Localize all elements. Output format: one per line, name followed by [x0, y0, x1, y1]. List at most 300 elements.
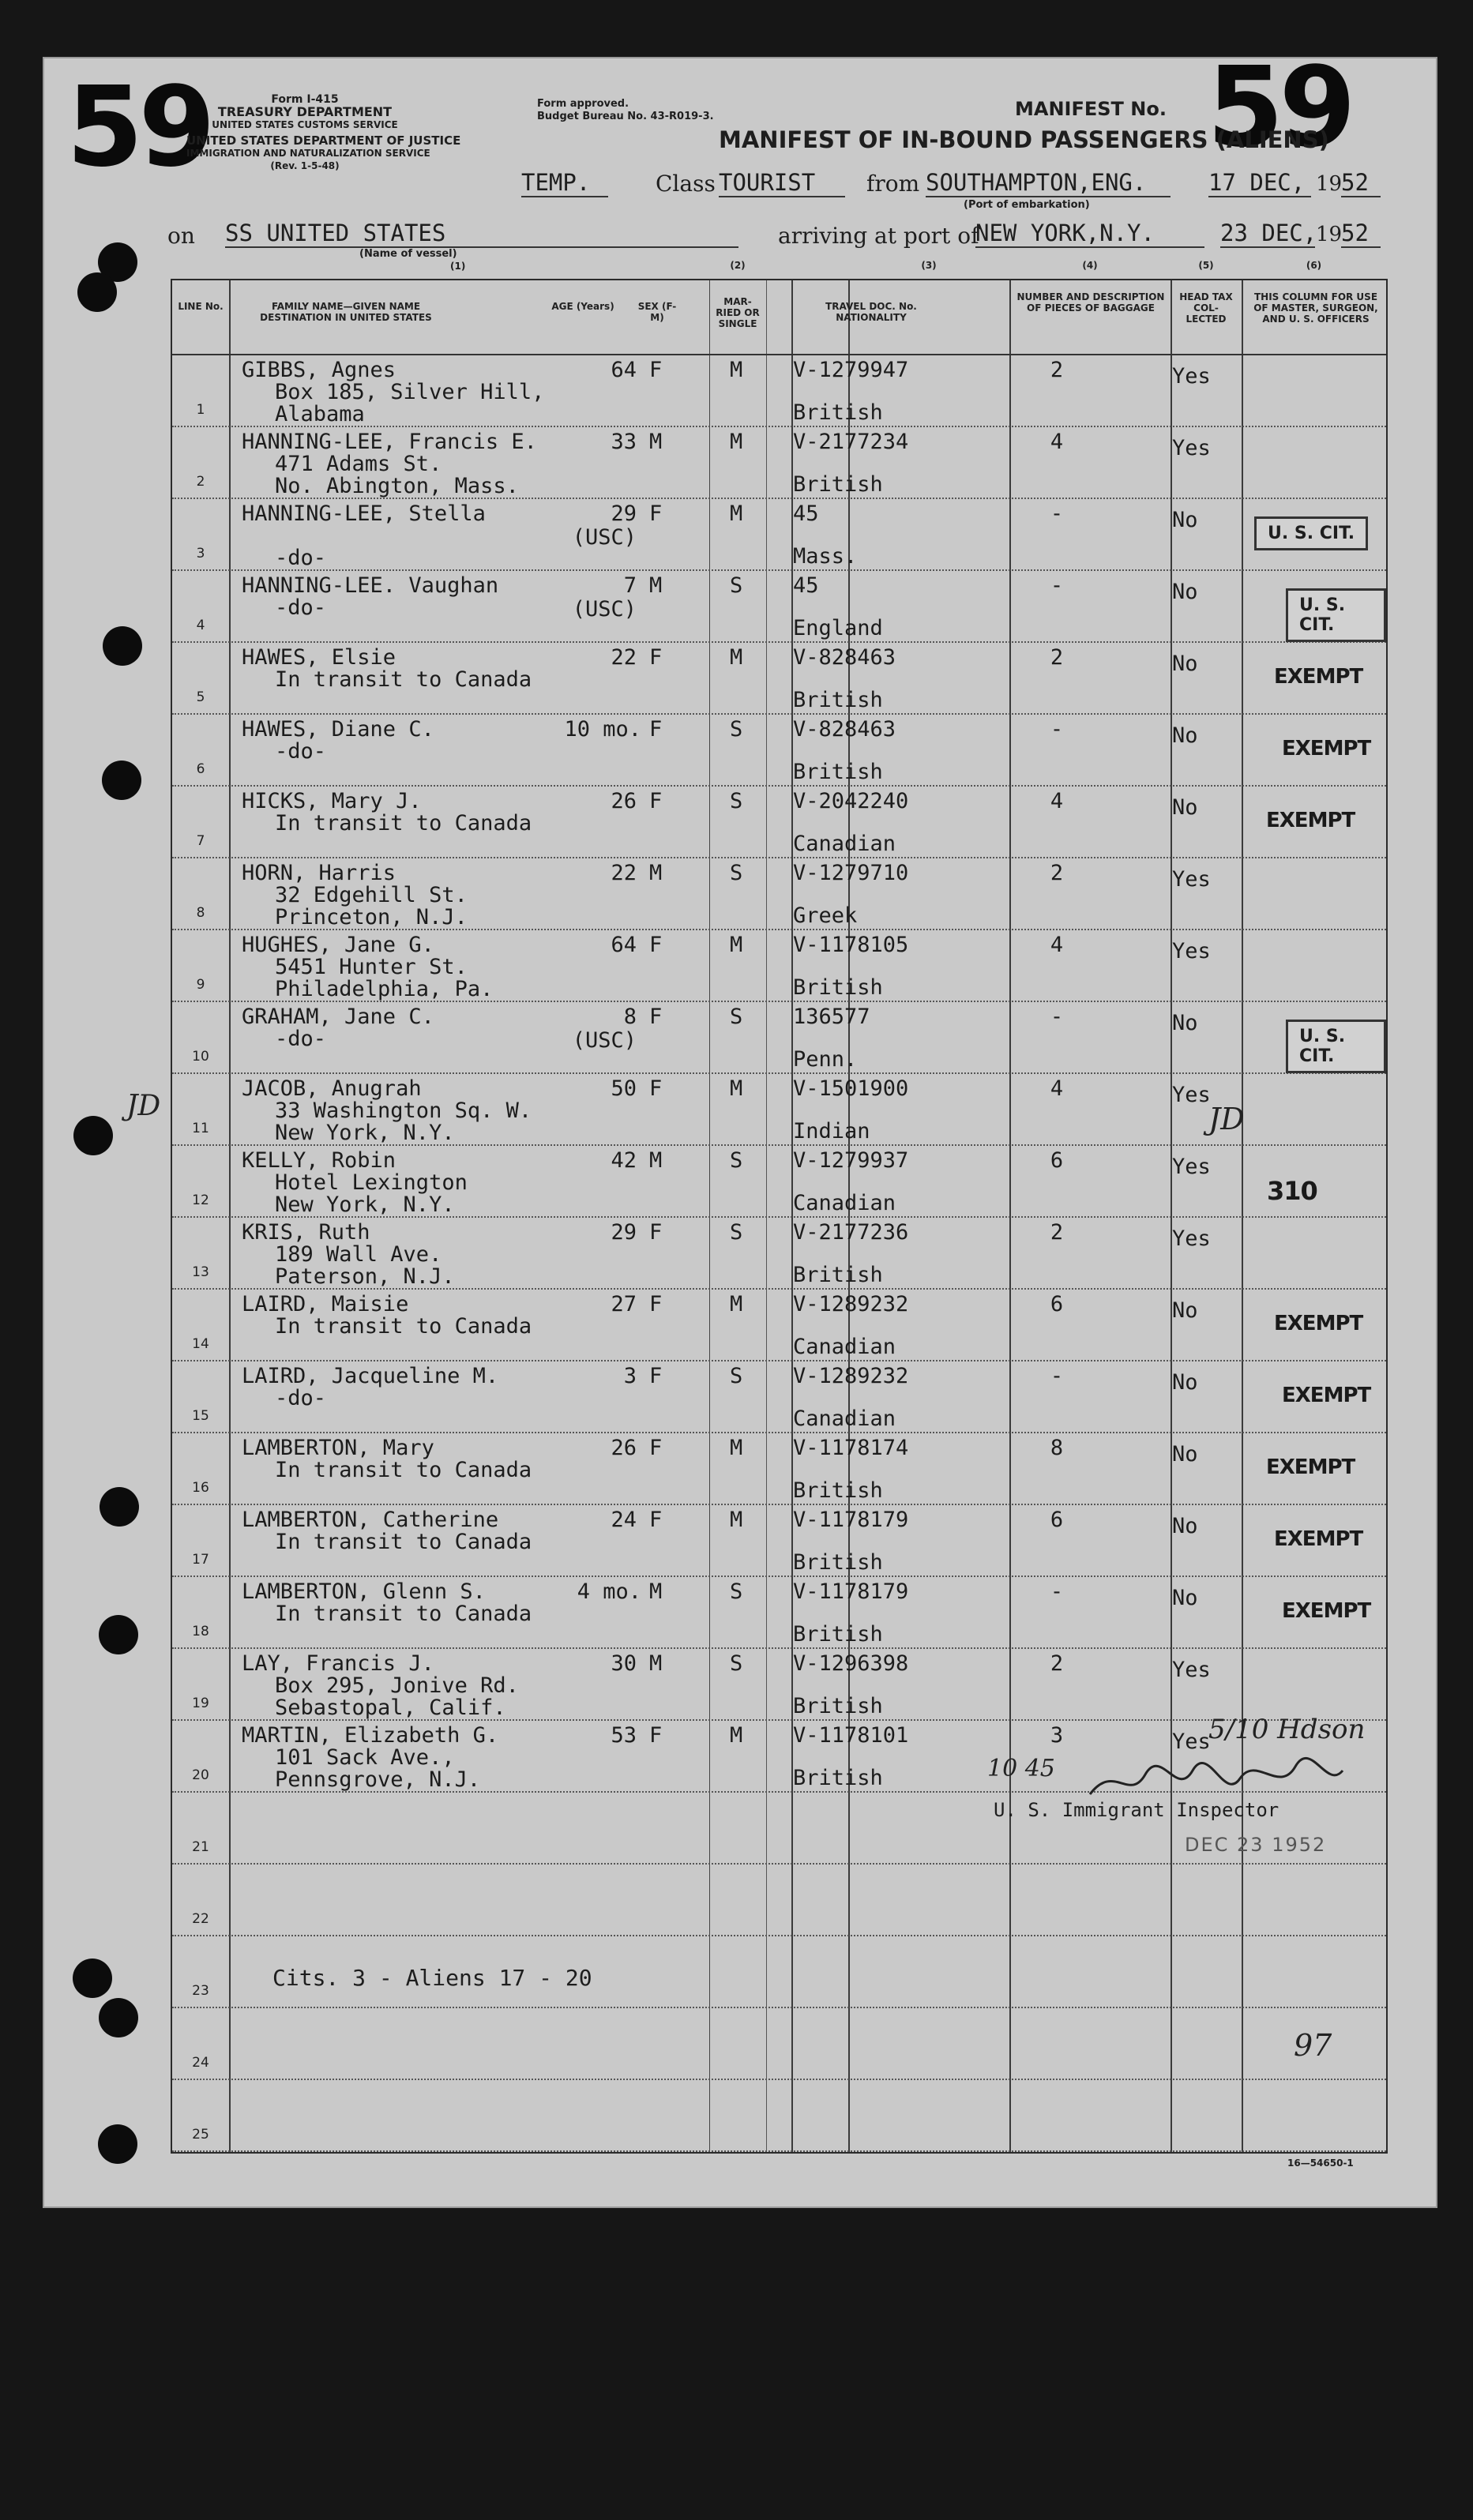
arrival-port-field: NEW YORK,N.Y. — [975, 220, 1204, 248]
age-cell: 22 — [611, 861, 637, 885]
handwritten-note: 5/10 Hdson — [1208, 1714, 1366, 1745]
year-prefix-2: 19 — [1316, 223, 1343, 246]
baggage-cell: 2 — [1050, 645, 1064, 670]
row-divider — [172, 2079, 1386, 2080]
exempt-stamp: EXEMPT — [1274, 1312, 1363, 1335]
head-tax-cell: Yes — [1172, 436, 1211, 460]
sex-cell: F — [649, 645, 663, 670]
travel-doc-cell: V-2177234 — [793, 430, 909, 454]
row-divider — [172, 857, 1386, 858]
year-prefix: 19 — [1316, 172, 1343, 196]
passenger-name-line: HAWES, Elsie — [242, 645, 396, 670]
passenger-name-line: 189 Wall Ave. — [275, 1242, 442, 1267]
travel-doc-cell: V-1289232 — [793, 1292, 909, 1316]
marital-cell: M — [730, 1292, 743, 1316]
row-divider — [172, 1575, 1386, 1577]
travel-doc-cell: V-1296398 — [793, 1651, 909, 1676]
travel-doc-cell: V-828463 — [793, 645, 896, 670]
passenger-name-line: In transit to Canada — [275, 1458, 532, 1482]
baggage-cell: 6 — [1050, 1508, 1064, 1532]
baggage-cell: 3 — [1050, 1723, 1064, 1748]
sex-cell: F — [649, 1005, 663, 1029]
row-number: 12 — [192, 1192, 209, 1208]
punch-hole — [102, 761, 141, 800]
col-head-tax: HEAD TAX COL- LECTED — [1179, 291, 1233, 325]
nationality-cell: British — [793, 760, 883, 784]
exempt-stamp: EXEMPT — [1266, 809, 1355, 832]
travel-doc-cell: V-2177236 — [793, 1220, 909, 1245]
row-number: 19 — [192, 1696, 209, 1711]
age-cell: 53 — [611, 1723, 637, 1748]
passenger-name-line: KRIS, Ruth — [242, 1220, 370, 1245]
marital-cell: M — [730, 645, 743, 670]
manifest-no-label: MANIFEST No. — [1015, 98, 1167, 120]
sex-cell: F — [649, 1076, 663, 1101]
head-tax-cell: No — [1172, 1011, 1198, 1035]
row-number: 4 — [196, 618, 205, 633]
passenger-name-line: Pennsgrove, N.J. — [275, 1767, 481, 1792]
nationality-cell: Canadian — [793, 832, 896, 856]
us-citizen-stamp: U. S. CIT. — [1286, 1020, 1386, 1073]
marital-cell: M — [730, 1508, 743, 1532]
budget-bureau: Budget Bureau No. 43-R019-3. — [537, 111, 714, 122]
exempt-stamp: EXEMPT — [1282, 737, 1371, 761]
head-tax-cell: Yes — [1172, 1155, 1211, 1179]
baggage-cell: 4 — [1050, 789, 1064, 813]
marital-cell: M — [730, 358, 743, 382]
customs-service: UNITED STATES CUSTOMS SERVICE — [212, 119, 398, 130]
baggage-cell: - — [1050, 1579, 1064, 1604]
row-number: 7 — [196, 833, 205, 849]
arriving-label: arriving at port of — [778, 223, 979, 249]
head-tax-cell: Yes — [1172, 867, 1211, 892]
age-cell: 26 — [611, 789, 637, 813]
marital-cell: S — [730, 1364, 743, 1388]
marital-cell: S — [730, 1005, 743, 1029]
baggage-cell: 2 — [1050, 358, 1064, 382]
jd-mark-right: JD — [1208, 1102, 1245, 1136]
sex-cell: F — [649, 1364, 663, 1388]
row-divider — [172, 1072, 1386, 1074]
baggage-cell: 2 — [1050, 1651, 1064, 1676]
passenger-name-line: HAWES, Diane C. — [242, 717, 434, 742]
form-revision: (Rev. 1-5-48) — [270, 160, 340, 171]
nationality-cell: British — [793, 1478, 883, 1503]
col-master-use: THIS COLUMN FOR USE OF MASTER, SURGEON, AND U. S. OFFICERS — [1253, 291, 1378, 325]
marital-cell: S — [730, 717, 743, 742]
row-number: 5 — [196, 689, 205, 705]
sex-cell: F — [649, 358, 663, 382]
passenger-name-line: In transit to Canada — [275, 1314, 532, 1339]
punch-hole — [73, 1116, 113, 1155]
row-number: 22 — [192, 1911, 209, 1927]
citizen-note: (USC) — [572, 1028, 637, 1053]
col-baggage: NUMBER AND DESCRIPTION OF PIECES OF BAGGAGE — [1016, 291, 1165, 314]
exempt-stamp: EXEMPT — [1282, 1599, 1371, 1623]
passenger-name-line: New York, N.Y. — [275, 1121, 455, 1145]
marital-cell: S — [730, 1579, 743, 1604]
passenger-name-line: HUGHES, Jane G. — [242, 933, 434, 957]
passenger-name-line: 33 Washington Sq. W. — [275, 1099, 532, 1123]
sex-cell: M — [649, 1651, 663, 1676]
passenger-name-line: 471 Adams St. — [275, 452, 442, 476]
exempt-stamp: EXEMPT — [1266, 1455, 1355, 1479]
baggage-cell: - — [1050, 1005, 1064, 1029]
row-number: 18 — [192, 1624, 209, 1639]
from-label: from — [866, 171, 920, 197]
marital-cell: M — [730, 430, 743, 454]
baggage-cell: 6 — [1050, 1148, 1064, 1173]
inspector-label: U. S. Immigrant Inspector — [994, 1799, 1279, 1821]
row-divider — [172, 641, 1386, 643]
exempt-stamp: EXEMPT — [1282, 1384, 1371, 1407]
row-number: 13 — [192, 1264, 209, 1280]
baggage-cell: - — [1050, 573, 1064, 598]
departure-date-field: 17 DEC, — [1208, 169, 1311, 197]
passenger-name-line: Sebastopal, Calif. — [275, 1696, 506, 1720]
travel-doc-cell: V-1289232 — [793, 1364, 909, 1388]
travel-doc-cell: 45 — [793, 573, 819, 598]
manifest-number-right: 59 — [1207, 43, 1351, 172]
passenger-name-line: Hotel Lexington — [275, 1170, 468, 1195]
nationality-cell: British — [793, 1766, 883, 1790]
nationality-cell: British — [793, 975, 883, 1000]
travel-doc-cell: V-1178179 — [793, 1579, 909, 1604]
passenger-name-line: LAMBERTON, Mary — [242, 1436, 434, 1460]
row-divider — [172, 1647, 1386, 1649]
passenger-name-line: In transit to Canada — [275, 1530, 532, 1554]
baggage-cell: 6 — [1050, 1292, 1064, 1316]
arrival-year-field: 52 — [1341, 220, 1381, 248]
passenger-name-line: HANNING-LEE, Francis E. — [242, 430, 537, 454]
age-cell: 42 — [611, 1148, 637, 1173]
sex-cell: M — [649, 573, 663, 598]
travel-doc-cell: 136577 — [793, 1005, 870, 1029]
col-age: AGE (Years) — [551, 301, 614, 312]
passenger-name-line: LAMBERTON, Catherine — [242, 1508, 499, 1532]
sex-cell: F — [649, 789, 663, 813]
age-cell: 29 — [611, 501, 637, 526]
passenger-name-line: In transit to Canada — [275, 1602, 532, 1626]
head-tax-cell: Yes — [1172, 1729, 1211, 1754]
sex-cell: F — [649, 717, 663, 742]
col-number-2: (2) — [730, 260, 746, 271]
age-cell: 64 — [611, 358, 637, 382]
marital-cell: M — [730, 933, 743, 957]
age-cell: 8 — [623, 1005, 637, 1029]
col-number-6: (6) — [1306, 260, 1322, 271]
passenger-name-line: Alabama — [275, 402, 365, 426]
age-cell: 26 — [611, 1436, 637, 1460]
age-cell: 50 — [611, 1076, 637, 1101]
passenger-name-line: 32 Edgehill St. — [275, 883, 468, 907]
nationality-cell: Greek — [793, 903, 858, 928]
head-tax-cell: No — [1172, 652, 1198, 676]
head-tax-cell: Yes — [1172, 1226, 1211, 1251]
us-citizen-stamp: U. S. CIT. — [1286, 588, 1386, 642]
marital-cell: M — [730, 1436, 743, 1460]
row-number: 11 — [192, 1121, 209, 1136]
row-divider — [172, 1935, 1386, 1936]
nationality-cell: Canadian — [793, 1335, 896, 1359]
marital-cell: M — [730, 1076, 743, 1101]
vessel-col-number: (1) — [450, 261, 466, 272]
form-approved: Form approved. — [537, 98, 629, 110]
port-embarkation-note: (Port of embarkation) — [964, 199, 1090, 211]
sex-cell: F — [649, 1436, 663, 1460]
nationality-cell: Mass. — [793, 544, 858, 569]
ins-service: IMMIGRATION AND NATURALIZATION SERVICE — [186, 148, 430, 159]
sex-cell: F — [649, 501, 663, 526]
baggage-cell: 2 — [1050, 861, 1064, 885]
row-divider — [172, 569, 1386, 571]
passenger-name-line: New York, N.Y. — [275, 1192, 455, 1217]
sex-cell: F — [649, 1220, 663, 1245]
col-travel-doc: TRAVEL DOC. No. NATIONALITY — [825, 301, 917, 323]
treasury-dept: TREASURY DEPARTMENT — [217, 104, 393, 119]
baggage-cell: 4 — [1050, 1076, 1064, 1101]
row-divider — [172, 785, 1386, 787]
travel-doc-cell: V-1279710 — [793, 861, 909, 885]
travel-doc-cell: V-1279947 — [793, 358, 909, 382]
form-number: Form I-415 — [271, 93, 339, 106]
nationality-cell: British — [793, 1550, 883, 1575]
age-cell: 7 — [623, 573, 637, 598]
baggage-cell: - — [1050, 501, 1064, 526]
punch-hole — [100, 1487, 139, 1527]
summary-line: Cits. 3 - Aliens 17 - 20 — [272, 1965, 592, 1991]
age-cell: 29 — [611, 1220, 637, 1245]
sex-cell: F — [649, 1723, 663, 1748]
passenger-name-line: In transit to Canada — [275, 667, 532, 692]
travel-doc-cell: V-1178174 — [793, 1436, 909, 1460]
passenger-name-line: KELLY, Robin — [242, 1148, 396, 1173]
row-number: 10 — [192, 1049, 209, 1065]
head-tax-cell: No — [1172, 795, 1198, 820]
travel-doc-cell: 45 — [793, 501, 819, 526]
sex-cell: F — [649, 1508, 663, 1532]
on-label: on — [167, 223, 195, 249]
col-number-5: (5) — [1198, 260, 1214, 271]
passenger-name-line: Box 185, Silver Hill, — [275, 380, 545, 404]
head-tax-cell: No — [1172, 723, 1198, 748]
passenger-name-line: HANNING-LEE, Stella — [242, 501, 486, 526]
sex-cell: M — [649, 861, 663, 885]
nationality-cell: Canadian — [793, 1191, 896, 1215]
row-number: 21 — [192, 1839, 209, 1855]
row-number: 2 — [196, 474, 205, 490]
row-divider — [172, 1863, 1386, 1865]
passenger-name-line: Princeton, N.J. — [275, 905, 468, 930]
citizen-note: (USC) — [572, 597, 637, 622]
head-tax-cell: Yes — [1172, 939, 1211, 963]
passenger-name-line: MARTIN, Elizabeth G. — [242, 1723, 499, 1748]
row-number: 23 — [192, 1983, 209, 1999]
row-divider — [172, 1432, 1386, 1433]
marital-cell: S — [730, 789, 743, 813]
officer-number: 310 — [1267, 1176, 1317, 1206]
head-tax-cell: Yes — [1172, 1083, 1211, 1107]
sex-cell: M — [649, 430, 663, 454]
col-sex: SEX (F-M) — [637, 301, 677, 323]
punch-hole — [99, 1615, 138, 1654]
head-tax-cell: No — [1172, 508, 1198, 532]
nationality-cell: British — [793, 1622, 883, 1647]
row-number: 16 — [192, 1480, 209, 1496]
passenger-name-line: HICKS, Mary J. — [242, 789, 422, 813]
baggage-cell: 4 — [1050, 430, 1064, 454]
age-cell: 64 — [611, 933, 637, 957]
age-cell: 27 — [611, 1292, 637, 1316]
head-tax-cell: No — [1172, 1370, 1198, 1395]
travel-doc-cell: V-1178105 — [793, 933, 909, 957]
jd-mark-left: JD — [126, 1090, 161, 1122]
nationality-cell: Indian — [793, 1119, 870, 1144]
col-married: MAR- RIED OR SINGLE — [716, 296, 760, 329]
age-cell: 3 — [623, 1364, 637, 1388]
class-field: TOURIST — [719, 169, 845, 197]
passenger-name-line: -do- — [275, 1027, 327, 1051]
passenger-name-line: No. Abington, Mass. — [275, 474, 519, 498]
passenger-name-line: LAMBERTON, Glenn S. — [242, 1579, 486, 1604]
row-divider — [172, 713, 1386, 715]
head-tax-cell: No — [1172, 1514, 1198, 1538]
travel-doc-cell: V-1178179 — [793, 1508, 909, 1532]
head-tax-cell: No — [1172, 1298, 1198, 1323]
manifest-number-left: 59 — [66, 63, 211, 192]
date-stamp: DEC 23 1952 — [1185, 1834, 1327, 1856]
embarkation-port-field: SOUTHAMPTON,ENG. — [926, 169, 1171, 197]
travel-doc-cell: V-2042240 — [793, 789, 909, 813]
row-number: 25 — [192, 2127, 209, 2143]
row-number: 17 — [192, 1552, 209, 1568]
us-citizen-stamp: U. S. CIT. — [1254, 516, 1368, 550]
marital-cell: S — [730, 1220, 743, 1245]
passenger-name-line: -do- — [275, 546, 327, 570]
marital-cell: M — [730, 501, 743, 526]
row-number: 9 — [196, 977, 205, 993]
passenger-name-line: GRAHAM, Jane C. — [242, 1005, 434, 1029]
head-tax-cell: No — [1172, 1442, 1198, 1467]
baggage-cell: 8 — [1050, 1436, 1064, 1460]
passenger-name-line: GIBBS, Agnes — [242, 358, 396, 382]
nationality-cell: British — [793, 472, 883, 497]
row-number: 15 — [192, 1408, 209, 1424]
baggage-cell: 2 — [1050, 1220, 1064, 1245]
departure-year-field: 52 — [1341, 169, 1381, 197]
nationality-cell: Canadian — [793, 1406, 896, 1431]
punch-hole — [99, 1998, 138, 2037]
passenger-name-line: In transit to Canada — [275, 811, 532, 836]
passenger-name-line: Paterson, N.J. — [275, 1264, 455, 1289]
passenger-name-line: LAY, Francis J. — [242, 1651, 434, 1676]
age-cell: 22 — [611, 645, 637, 670]
exempt-stamp: EXEMPT — [1274, 1527, 1363, 1551]
age-cell: 10 mo. — [564, 717, 641, 742]
nationality-cell: Penn. — [793, 1047, 858, 1072]
travel-doc-cell: V-828463 — [793, 717, 896, 742]
nationality-cell: British — [793, 688, 883, 712]
punch-hole — [73, 1959, 112, 1998]
form-code: 16—54650-1 — [1287, 2158, 1354, 2169]
travel-doc-cell: V-1279937 — [793, 1148, 909, 1173]
row-number: 8 — [196, 905, 205, 921]
col-number-4: (4) — [1082, 260, 1098, 271]
sex-cell: F — [649, 933, 663, 957]
row-divider — [172, 1504, 1386, 1505]
col-line-no: LINE No. — [178, 301, 224, 312]
nationality-cell: British — [793, 400, 883, 425]
sex-cell: M — [649, 1579, 663, 1604]
vessel-note: (Name of vessel) — [359, 248, 457, 260]
travel-doc-cell: V-1501900 — [793, 1076, 909, 1101]
head-tax-cell: No — [1172, 580, 1198, 604]
passenger-name-line: -do- — [275, 595, 327, 620]
temp-field: TEMP. — [521, 169, 608, 197]
justice-dept: UNITED STATES DEPARTMENT OF JUSTICE — [186, 133, 461, 148]
marital-cell: S — [730, 1651, 743, 1676]
passenger-name-line: HANNING-LEE. Vaughan — [242, 573, 499, 598]
nationality-cell: England — [793, 616, 883, 640]
row-number: 14 — [192, 1336, 209, 1352]
punch-hole — [98, 2124, 137, 2164]
row-number: 6 — [196, 761, 205, 777]
age-cell: 4 mo. — [577, 1579, 641, 1604]
marital-cell: M — [730, 1723, 743, 1748]
sex-cell: M — [649, 1148, 663, 1173]
passenger-name-line: HORN, Harris — [242, 861, 396, 885]
class-label: Class — [656, 171, 716, 197]
head-tax-cell: Yes — [1172, 1658, 1211, 1682]
baggage-cell: - — [1050, 1364, 1064, 1388]
passenger-name-line: Box 295, Jonive Rd. — [275, 1673, 519, 1698]
vessel-field: SS UNITED STATES — [225, 220, 738, 248]
row-number: 20 — [192, 1767, 209, 1783]
passenger-name-line: LAIRD, Maisie — [242, 1292, 409, 1316]
marital-cell: S — [730, 1148, 743, 1173]
nationality-cell: British — [793, 1694, 883, 1718]
age-cell: 24 — [611, 1508, 637, 1532]
passenger-name-line: -do- — [275, 739, 327, 764]
sex-cell: F — [649, 1292, 663, 1316]
passenger-name-line: LAIRD, Jacqueline M. — [242, 1364, 499, 1388]
manifest-title: MANIFEST OF IN-BOUND PASSENGERS (ALIENS) — [719, 126, 1329, 153]
row-number: 3 — [196, 546, 205, 561]
age-cell: 30 — [611, 1651, 637, 1676]
passenger-table — [171, 260, 1388, 2154]
marital-cell: S — [730, 861, 743, 885]
passenger-name-line: 5451 Hunter St. — [275, 955, 468, 979]
inspector-signature — [1082, 1755, 1351, 1810]
passenger-name-line: 101 Sack Ave., — [275, 1745, 455, 1770]
exempt-stamp: EXEMPT — [1274, 665, 1363, 689]
row-divider — [172, 2150, 1386, 2152]
handwritten-time: 10 45 — [987, 1755, 1055, 1782]
col-name: FAMILY NAME—GIVEN NAME DESTINATION IN UNITED STATES — [260, 301, 432, 323]
col-number-3: (3) — [921, 260, 937, 271]
row-divider — [172, 1360, 1386, 1361]
marital-cell: S — [730, 573, 743, 598]
passenger-name-line: Philadelphia, Pa. — [275, 977, 494, 1001]
passenger-name-line: JACOB, Anugrah — [242, 1076, 422, 1101]
punch-hole — [103, 626, 142, 666]
passenger-name-line: -do- — [275, 1386, 327, 1410]
baggage-cell: - — [1050, 717, 1064, 742]
row-divider — [172, 2007, 1386, 2008]
page-mark: 97 — [1294, 2028, 1332, 2063]
arrival-date-field: 23 DEC, — [1220, 220, 1317, 246]
citizen-note: (USC) — [572, 525, 637, 550]
